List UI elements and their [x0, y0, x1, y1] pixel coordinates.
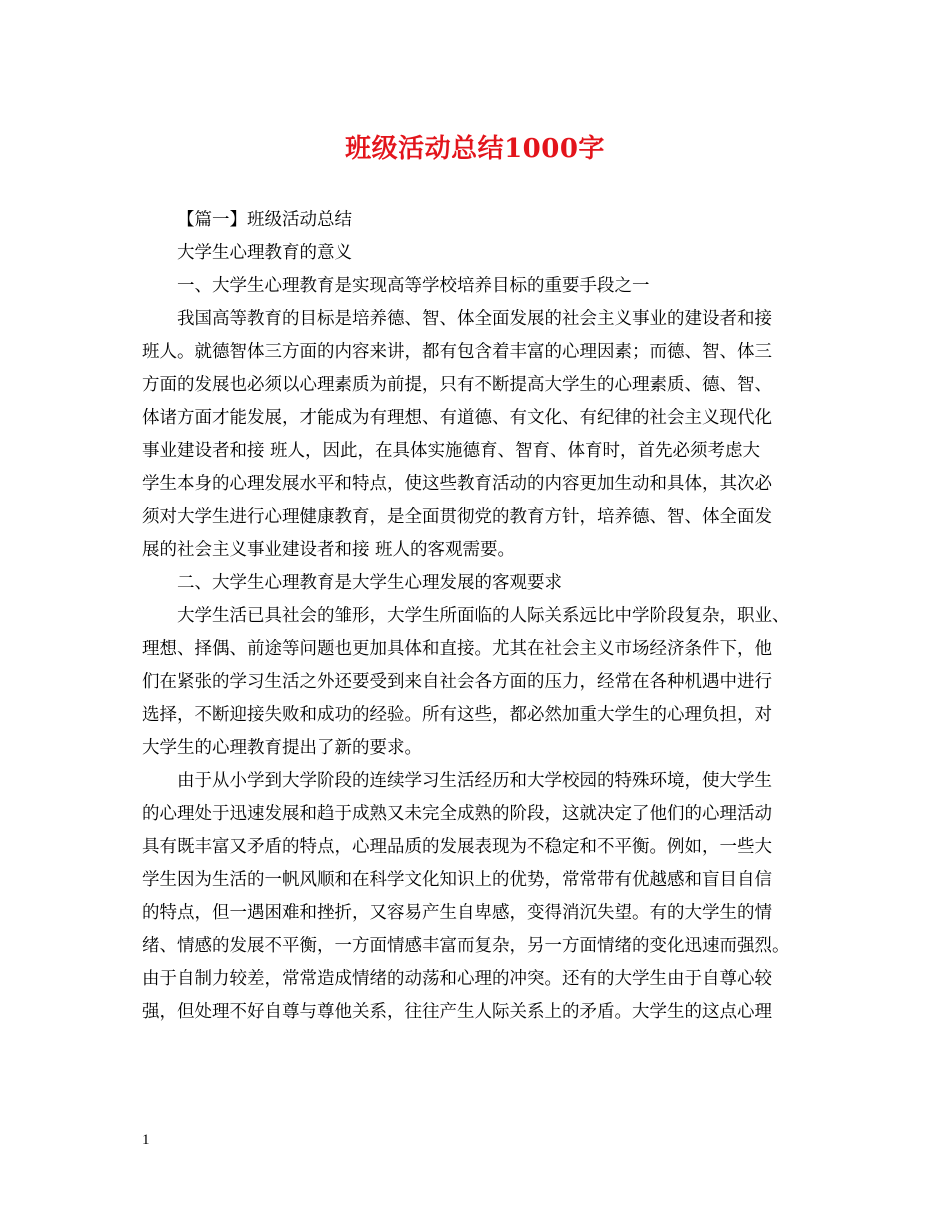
- paragraph-line: 强，但处理不好自尊与尊他关系，往往产生人际关系上的矛盾。大学生的这点心理: [142, 1002, 772, 1022]
- paragraph-line: 大学生的心理教育提出了新的要求。: [142, 738, 422, 758]
- paragraph-line: 具有既丰富又矛盾的特点，心理品质的发展表现为不稳定和不平衡。例如，一些大: [142, 837, 772, 857]
- paragraph-line: 学生因为生活的一帆风顺和在科学文化知识上的优势，常常带有优越感和盲目自信: [142, 870, 772, 890]
- paragraph-line: 的特点，但一遇困难和挫折，又容易产生自卑感，变得消沉失望。有的大学生的情: [142, 903, 772, 923]
- paragraph-line: 二、大学生心理教育是大学生心理发展的客观要求: [177, 573, 562, 593]
- paragraph-line: 班人。就德智体三方面的内容来讲，都有包含着丰富的心理因素；而德、智、体三: [142, 342, 772, 362]
- paragraph-line: 学生本身的心理发展水平和特点，使这些教育活动的内容更加生动和具体，其次必: [142, 474, 772, 494]
- paragraph-line: 绪、情感的发展不平衡，一方面情感丰富而复杂，另一方面情绪的变化迅速而强烈。: [142, 936, 790, 956]
- paragraph-line: 方面的发展也必须以心理素质为前提，只有不断提高大学生的心理素质、德、智、: [142, 375, 772, 395]
- paragraph-line: 选择，不断迎接失败和成功的经验。所有这些，都必然加重大学生的心理负担，对: [142, 705, 772, 725]
- paragraph-line: 一、大学生心理教育是实现高等学校培养目标的重要手段之一: [177, 276, 650, 296]
- paragraph-line: 大学生活已具社会的雏形，大学生所面临的人际关系远比中学阶段复杂，职业、: [177, 606, 790, 626]
- paragraph-line: 们在紧张的学习生活之外还要受到来自社会各方面的压力，经常在各种机遇中进行: [142, 672, 772, 692]
- paragraph-line: 事业建设者和接 班人，因此，在具体实施德育、智育、体育时，首先必须考虑大: [142, 441, 761, 461]
- paragraph-line: 须对大学生进行心理健康教育，是全面贯彻党的教育方针，培养德、智、体全面发: [142, 507, 772, 527]
- paragraph-line: 由于从小学到大学阶段的连续学习生活经历和大学校园的特殊环境，使大学生: [177, 771, 772, 791]
- paragraph-line: 理想、择偶、前途等问题也更加具体和直接。尤其在社会主义市场经济条件下，他: [142, 639, 772, 659]
- paragraph-line: 【篇一】班级活动总结: [177, 210, 352, 230]
- paragraph-line: 的心理处于迅速发展和趋于成熟又未完全成熟的阶段，这就决定了他们的心理活动: [142, 804, 772, 824]
- page-number: 1: [142, 1132, 150, 1148]
- paragraph-line: 展的社会主义事业建设者和接 班人的客观需要。: [142, 540, 516, 560]
- document-body: [142, 204, 830, 1029]
- paragraph-line: 体诸方面才能发展，才能成为有理想、有道德、有文化、有纪律的社会主义现代化: [142, 408, 772, 428]
- paragraph-line: 我国高等教育的目标是培养德、智、体全面发展的社会主义事业的建设者和接: [177, 309, 772, 329]
- paragraph-line: 大学生心理教育的意义: [177, 243, 352, 263]
- paragraph-line: 由于自制力较差，常常造成情绪的动荡和心理的冲突。还有的大学生由于自尊心较: [142, 969, 772, 989]
- document-title: 班级活动总结1000字: [345, 134, 605, 164]
